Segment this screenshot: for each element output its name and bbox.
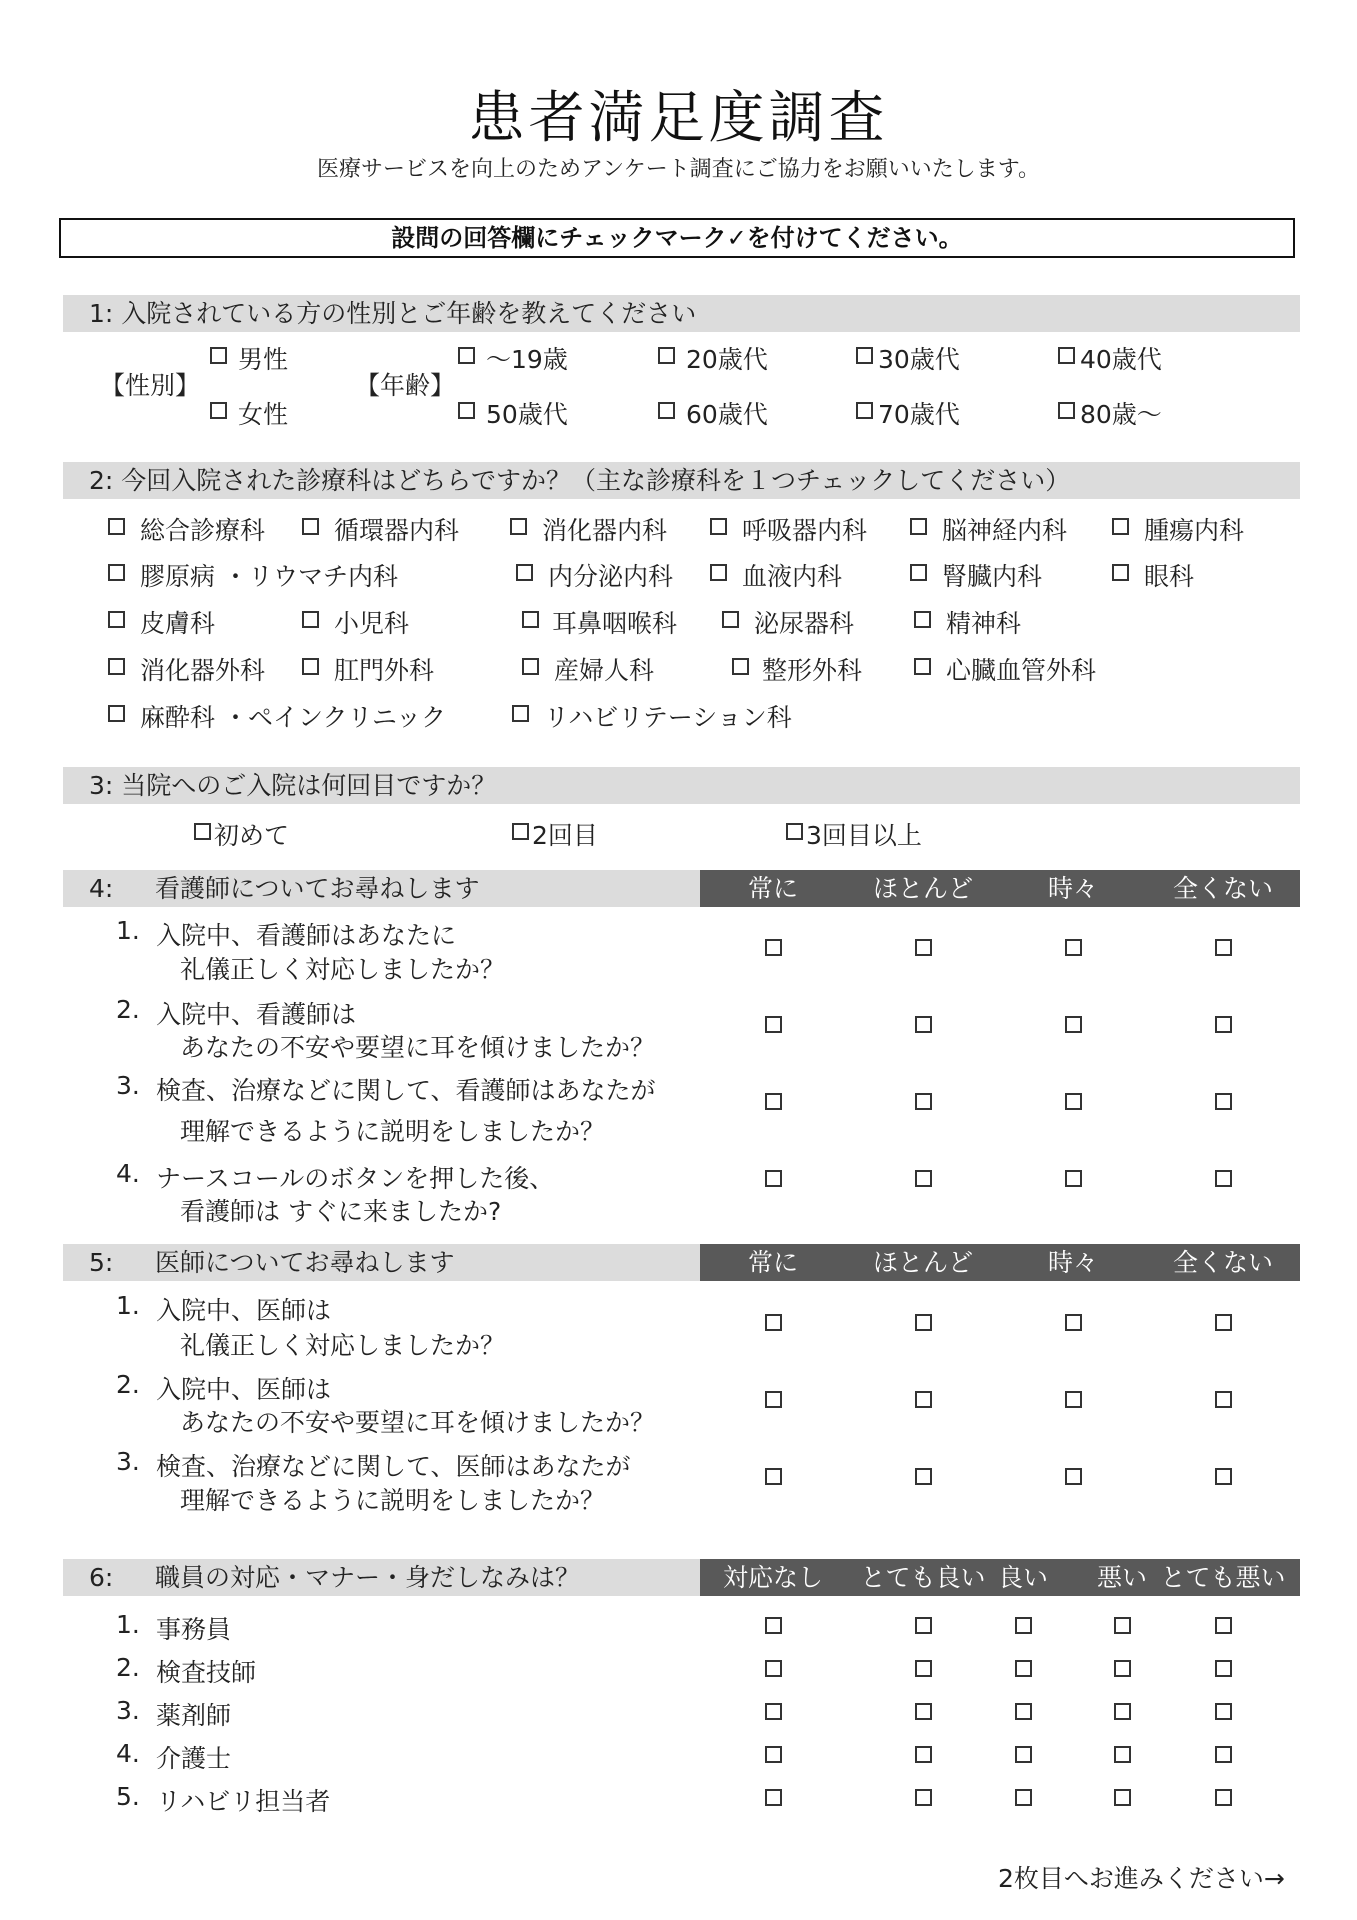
q6-scale-header <box>700 1559 1300 1596</box>
gender-female-label: 女性 <box>238 400 289 429</box>
department-label: 内分泌内科 <box>548 562 674 591</box>
q1-heading: 1: 入院されている方の性別とご年齢を教えてください <box>63 295 1300 332</box>
q5-answer-checkbox[interactable] <box>1215 1314 1232 1331</box>
q6-answer-checkbox[interactable] <box>1215 1660 1232 1677</box>
next-page-note: 2枚目へお進みください→ <box>998 1864 1285 1893</box>
q6-answer-checkbox[interactable] <box>1215 1746 1232 1763</box>
department-label: 小児科 <box>334 609 410 638</box>
q6-answer-checkbox[interactable] <box>765 1660 782 1677</box>
age-checkbox[interactable] <box>458 347 475 364</box>
q6-item-number: 3. <box>116 1696 140 1725</box>
q6-item-number: 5. <box>116 1782 140 1811</box>
q6-answer-checkbox[interactable] <box>915 1617 932 1634</box>
gender-label: 【性別】 <box>100 371 201 400</box>
q4-item-number: 3. <box>116 1071 140 1100</box>
q6-answer-checkbox[interactable] <box>915 1789 932 1806</box>
q6-answer-checkbox[interactable] <box>1015 1703 1032 1720</box>
q6-item-label: 事務員 <box>156 1615 232 1644</box>
q5-answer-checkbox[interactable] <box>1215 1468 1232 1485</box>
q6-answer-checkbox[interactable] <box>1114 1660 1131 1677</box>
department-checkbox[interactable] <box>108 611 125 628</box>
q6-answer-checkbox[interactable] <box>765 1789 782 1806</box>
q6-answer-checkbox[interactable] <box>1114 1746 1131 1763</box>
visit-count-option: 3回目以上 <box>806 821 922 850</box>
q6-answer-checkbox[interactable] <box>915 1746 932 1763</box>
q4-heading: 看護師についてお尋ねします <box>155 874 480 903</box>
gender-male-label: 男性 <box>238 345 289 374</box>
q5-item-text: 検査、治療などに関して、医師はあなたが <box>156 1452 631 1481</box>
department-label: 循環器内科 <box>334 516 460 545</box>
age-option: 30歳代 <box>878 345 960 374</box>
q6-item-label: リハビリ担当者 <box>156 1787 331 1816</box>
q4-answer-checkbox[interactable] <box>1065 939 1082 956</box>
q6-answer-checkbox[interactable] <box>1015 1789 1032 1806</box>
q4-answer-checkbox[interactable] <box>765 1170 782 1187</box>
department-label: 消化器内科 <box>542 516 668 545</box>
q4-answer-checkbox[interactable] <box>915 1093 932 1110</box>
q5-item-number: 2. <box>116 1370 140 1399</box>
q6-item-label: 検査技師 <box>156 1658 257 1687</box>
q6-answer-checkbox[interactable] <box>765 1703 782 1720</box>
q6-item-label: 薬剤師 <box>156 1701 232 1730</box>
department-checkbox[interactable] <box>522 658 539 675</box>
department-label: 麻酔科 ・ペインクリニック <box>140 703 446 732</box>
scale-label: とても悪い <box>1160 1563 1286 1592</box>
department-label: 心臓血管外科 <box>946 656 1097 685</box>
q4-answer-checkbox[interactable] <box>1065 1093 1082 1110</box>
q5-answer-checkbox[interactable] <box>1065 1391 1082 1408</box>
q5-answer-checkbox[interactable] <box>765 1391 782 1408</box>
age-checkbox[interactable] <box>1058 402 1075 419</box>
scale-label: 時々 <box>1047 1248 1099 1277</box>
age-option: 50歳代 <box>486 400 568 429</box>
department-checkbox[interactable] <box>914 658 931 675</box>
age-label: 【年齢】 <box>355 371 456 400</box>
q4-answer-checkbox[interactable] <box>915 1170 932 1187</box>
q5-item-text: 入院中、医師は <box>156 1296 332 1325</box>
department-checkbox[interactable] <box>722 611 739 628</box>
q4-item-number: 1. <box>116 916 140 945</box>
department-checkbox[interactable] <box>108 705 125 722</box>
scale-label: 常に <box>747 1248 799 1277</box>
q4-answer-checkbox[interactable] <box>1065 1016 1082 1033</box>
q5-item-text: 礼儀正しく対応しましたか？ <box>180 1331 506 1360</box>
q4-answer-checkbox[interactable] <box>765 1093 782 1110</box>
q5-heading-bar <box>63 1244 700 1281</box>
department-label: 腫瘍内科 <box>1144 516 1245 545</box>
q4-item-text: 入院中、看護師はあなたに <box>156 921 457 950</box>
instruction-box: 設問の回答欄にチェックマーク✓を付けてください。 <box>59 218 1295 258</box>
department-label: 腎臓内科 <box>942 562 1043 591</box>
q5-item-text: 入院中、医師は <box>156 1375 332 1404</box>
q3-heading: 3: 当院へのご入院は何回目ですか？ <box>63 767 1300 804</box>
age-checkbox[interactable] <box>458 402 475 419</box>
department-checkbox[interactable] <box>302 611 319 628</box>
q5-item-text: 理解できるように説明をしましたか？ <box>180 1486 606 1515</box>
q4-answer-checkbox[interactable] <box>765 939 782 956</box>
department-checkbox[interactable] <box>914 611 931 628</box>
q6-answer-checkbox[interactable] <box>915 1703 932 1720</box>
department-label: 精神科 <box>946 609 1022 638</box>
department-checkbox[interactable] <box>522 611 539 628</box>
scale-label: ほとんど <box>872 1248 974 1277</box>
q4-heading-bar <box>63 870 700 907</box>
department-checkbox[interactable] <box>710 564 727 581</box>
q6-answer-checkbox[interactable] <box>765 1617 782 1634</box>
age-option: 20歳代 <box>686 345 768 374</box>
q6-item-number: 2. <box>116 1653 140 1682</box>
q4-item-text: あなたの不安や要望に耳を傾けましたか？ <box>180 1033 656 1062</box>
q5-number: 5: <box>89 1248 114 1277</box>
age-checkbox[interactable] <box>1058 347 1075 364</box>
department-checkbox[interactable] <box>1112 518 1129 535</box>
department-label: 血液内科 <box>742 562 843 591</box>
q6-answer-checkbox[interactable] <box>1114 1617 1131 1634</box>
q6-answer-checkbox[interactable] <box>1015 1660 1032 1677</box>
department-label: 産婦人科 <box>554 656 655 685</box>
q4-answer-checkbox[interactable] <box>1215 939 1232 956</box>
scale-label: ほとんど <box>872 874 974 903</box>
department-label: 脳神経内科 <box>942 516 1068 545</box>
department-label: 眼科 <box>1144 562 1195 591</box>
q4-item-text: 入院中、看護師は <box>156 1000 357 1029</box>
department-label: 膠原病 ・リウマチ内科 <box>140 562 398 591</box>
visit-count-checkbox[interactable] <box>512 823 529 840</box>
q4-answer-checkbox[interactable] <box>1215 1016 1232 1033</box>
age-checkbox[interactable] <box>658 402 675 419</box>
q4-scale-header <box>700 870 1300 907</box>
q6-answer-checkbox[interactable] <box>1114 1789 1131 1806</box>
age-checkbox[interactable] <box>658 347 675 364</box>
q6-item-label: 介護士 <box>156 1744 232 1773</box>
q5-answer-checkbox[interactable] <box>915 1314 932 1331</box>
age-option: ～19歳 <box>486 345 568 374</box>
q5-item-number: 1. <box>116 1291 140 1320</box>
department-label: 消化器外科 <box>140 656 266 685</box>
q4-item-text: 理解できるように説明をしましたか？ <box>180 1117 606 1146</box>
q5-answer-checkbox[interactable] <box>1065 1314 1082 1331</box>
q5-item-number: 3. <box>116 1447 140 1476</box>
scale-label: 全くない <box>1172 1248 1274 1277</box>
department-label: 肛門外科 <box>334 656 435 685</box>
q4-answer-checkbox[interactable] <box>1215 1093 1232 1110</box>
q5-answer-checkbox[interactable] <box>915 1468 932 1485</box>
q5-scale-header <box>700 1244 1300 1281</box>
q4-item-text: 礼儀正しく対応しましたか？ <box>180 955 506 984</box>
age-option: 70歳代 <box>878 400 960 429</box>
scale-label: 対応なし <box>722 1563 824 1592</box>
age-option: 80歳～ <box>1080 400 1162 429</box>
age-option: 40歳代 <box>1080 345 1162 374</box>
department-checkbox[interactable] <box>910 518 927 535</box>
scale-label: 時々 <box>1047 874 1099 903</box>
q4-item-number: 4. <box>116 1159 140 1188</box>
q4-answer-checkbox[interactable] <box>1215 1170 1232 1187</box>
scale-label: 全くない <box>1172 874 1274 903</box>
scale-label: 常に <box>747 874 799 903</box>
age-option: 60歳代 <box>686 400 768 429</box>
q4-item-text: 看護師は すぐに来ましたか? <box>180 1197 502 1226</box>
q6-item-number: 4. <box>116 1739 140 1768</box>
visit-count-checkbox[interactable] <box>194 823 211 840</box>
department-checkbox[interactable] <box>1112 564 1129 581</box>
department-checkbox[interactable] <box>732 658 749 675</box>
q6-item-number: 1. <box>116 1610 140 1639</box>
q5-heading: 医師についてお尋ねします <box>155 1248 455 1277</box>
scale-label: とても良い <box>860 1563 986 1592</box>
q6-answer-checkbox[interactable] <box>1015 1617 1032 1634</box>
age-checkbox[interactable] <box>856 347 873 364</box>
q5-answer-checkbox[interactable] <box>1215 1391 1232 1408</box>
age-checkbox[interactable] <box>856 402 873 419</box>
q5-answer-checkbox[interactable] <box>915 1391 932 1408</box>
q4-answer-checkbox[interactable] <box>1065 1170 1082 1187</box>
q6-answer-checkbox[interactable] <box>1114 1703 1131 1720</box>
q5-item-text: あなたの不安や要望に耳を傾けましたか？ <box>180 1408 656 1437</box>
q6-answer-checkbox[interactable] <box>915 1660 932 1677</box>
q4-answer-checkbox[interactable] <box>915 939 932 956</box>
q2-heading: 2: 今回入院された診療科はどちらですか？（主な診療科を１つチェックしてください） <box>63 462 1300 499</box>
department-label: 耳鼻咽喉科 <box>552 609 678 638</box>
department-checkbox[interactable] <box>108 564 125 581</box>
scale-label: 悪い <box>1096 1563 1148 1592</box>
q4-answer-checkbox[interactable] <box>765 1016 782 1033</box>
q5-answer-checkbox[interactable] <box>765 1314 782 1331</box>
page-subtitle: 医療サービスを向上のためアンケート調査にご協力をお願いいたします。 <box>317 157 1040 182</box>
department-checkbox[interactable] <box>302 658 319 675</box>
q6-answer-checkbox[interactable] <box>1015 1746 1032 1763</box>
q6-answer-checkbox[interactable] <box>1215 1789 1232 1806</box>
q4-item-text: ナースコールのボタンを押した後、 <box>156 1164 555 1193</box>
q5-answer-checkbox[interactable] <box>1065 1468 1082 1485</box>
gender-male-checkbox[interactable] <box>210 347 227 364</box>
q6-number: 6: <box>89 1563 114 1592</box>
department-checkbox[interactable] <box>710 518 727 535</box>
q4-item-number: 2. <box>116 995 140 1024</box>
department-label: 呼吸器内科 <box>742 516 868 545</box>
scale-label: 良い <box>997 1563 1049 1592</box>
gender-female-checkbox[interactable] <box>210 402 227 419</box>
q6-heading-bar <box>63 1559 700 1596</box>
page-title: 患者満足度調査 <box>468 86 889 151</box>
visit-count-checkbox[interactable] <box>786 823 803 840</box>
department-checkbox[interactable] <box>510 518 527 535</box>
department-checkbox[interactable] <box>108 518 125 535</box>
visit-count-option: 初めて <box>214 821 290 850</box>
department-checkbox[interactable] <box>108 658 125 675</box>
q4-item-text: 検査、治療などに関して、看護師はあなたが <box>156 1076 656 1105</box>
department-label: 整形外科 <box>762 656 863 685</box>
department-checkbox[interactable] <box>910 564 927 581</box>
q4-answer-checkbox[interactable] <box>915 1016 932 1033</box>
q6-answer-checkbox[interactable] <box>1215 1617 1232 1634</box>
department-checkbox[interactable] <box>512 705 529 722</box>
department-checkbox[interactable] <box>516 564 533 581</box>
q5-answer-checkbox[interactable] <box>765 1468 782 1485</box>
visit-count-option: 2回目 <box>532 821 598 850</box>
department-label: 総合診療科 <box>140 516 266 545</box>
q6-answer-checkbox[interactable] <box>1215 1703 1232 1720</box>
department-label: 皮膚科 <box>140 609 216 638</box>
department-label: リハビリテーション科 <box>544 703 792 732</box>
q6-answer-checkbox[interactable] <box>765 1746 782 1763</box>
department-checkbox[interactable] <box>302 518 319 535</box>
q6-heading: 職員の対応・マナー・身だしなみは？ <box>155 1563 581 1592</box>
department-label: 泌尿器科 <box>754 609 855 638</box>
q4-number: 4: <box>89 874 114 903</box>
